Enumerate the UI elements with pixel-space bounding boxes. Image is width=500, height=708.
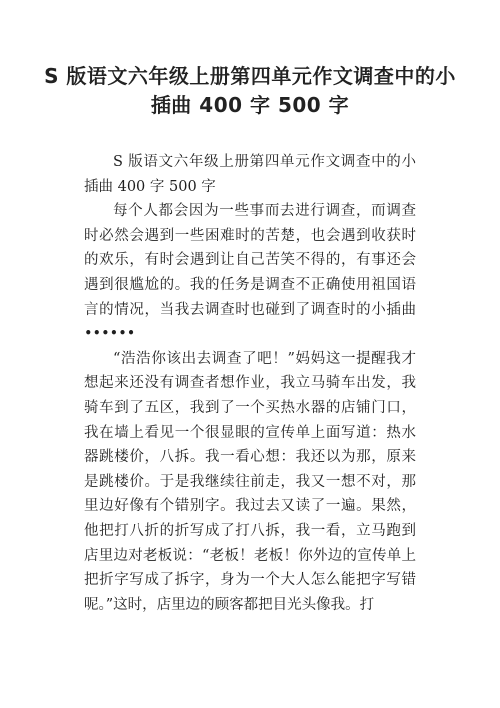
document-body [84,150,416,617]
paragraph-subtitle: S 版语文六年级上册第四单元作文调查中的小插曲 400 字 500 字 [84,154,416,195]
paragraph-intro: 每个人都会因为一些事而去进行调查，而调查时必然会遇到一些困难时的苦楚，也会遇到收获时的欢乐，有时会遇到让自己苦笑不得的，有事还会遇到很尴尬的。我的任务是调查不正确使用祖国语言的情况，当我去调查时也碰到了调查时的小插曲•••••• [84,203,416,343]
document-title: S 版语文六年级上册第四单元作文调查中的小插曲 400 字 500 字 [44,64,456,117]
paragraph-story: “浩浩你该出去调查了吧！”妈妈这一提醒我才想起来还没有调查者想作业，我立马骑车出发，我骑车到了五区，我到了一个买热水器的店铺门口，我在墙上看见一个很显眼的宣传单上面写道：热水器跳楼价，八拆。我一看心想：我还以为那，原来是跳楼价。于是我继续往前走，我又一想不对，那里边好像有个错别字。我过去又读了一遍。果然，他把打八折的折写成了打八拆，我一看，立马跑到店里边对老板说：“老板！老板！你外边的宣传单上把折字写成了拆字，身为一个大人怎么能把字写错呢。”这时，店里边的顾客都把目光头像我。打 [84,350,416,613]
